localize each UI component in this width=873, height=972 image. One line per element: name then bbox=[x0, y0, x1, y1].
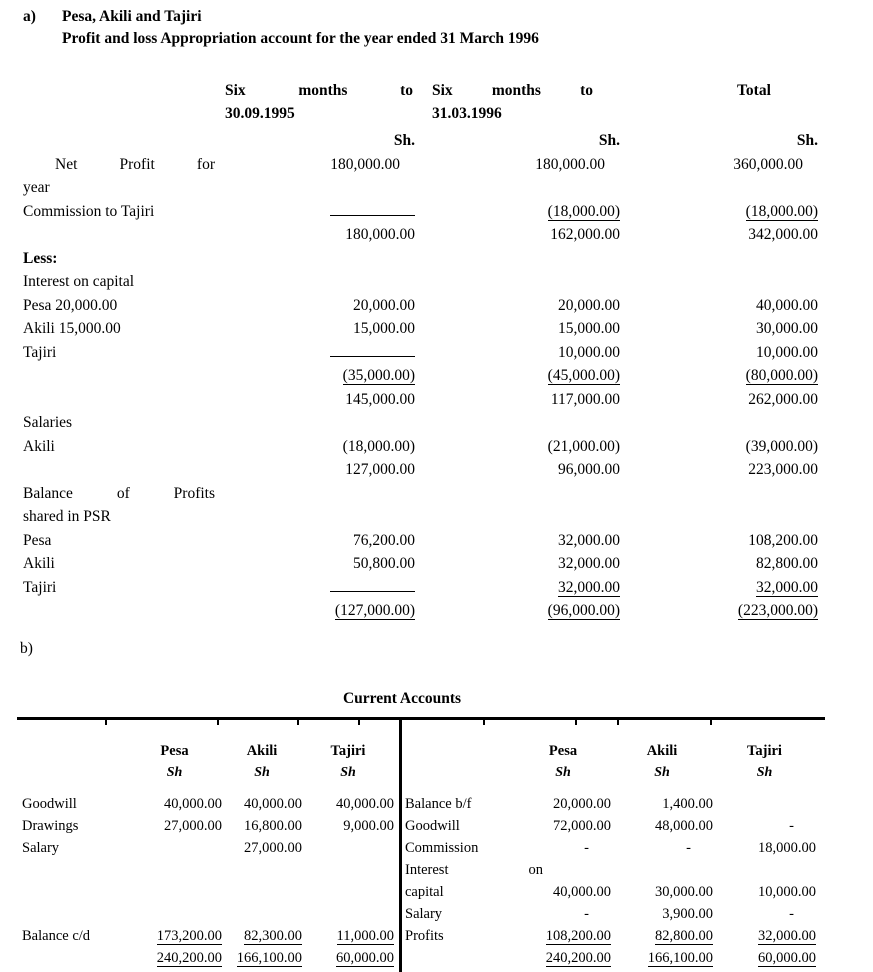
amount-cell: 96,000.00 bbox=[558, 461, 620, 478]
column-tick bbox=[217, 720, 219, 725]
table-row bbox=[405, 859, 825, 881]
underlined-amount: 82,300.00 bbox=[244, 928, 302, 944]
row-label bbox=[23, 223, 230, 247]
amount-cell: (39,000.00) bbox=[745, 437, 818, 455]
amount-cell bbox=[620, 411, 818, 435]
amount-cell: 180,000.00 bbox=[535, 155, 605, 173]
row-label bbox=[405, 740, 515, 762]
underlined-amount: 108,200.00 bbox=[545, 928, 611, 944]
currency-label: Sh bbox=[654, 765, 670, 780]
underlined-amount: 32,000.00 bbox=[758, 928, 816, 944]
amount-cell bbox=[611, 925, 713, 947]
current-accounts-debit-side bbox=[17, 740, 399, 969]
amount-cell bbox=[302, 837, 394, 859]
amount-cell bbox=[127, 903, 222, 925]
currency-label: Sh bbox=[254, 765, 270, 780]
partner-header-row bbox=[22, 740, 399, 762]
row-label bbox=[22, 740, 127, 762]
currency-header-row bbox=[23, 129, 873, 153]
row-label bbox=[405, 859, 543, 881]
table-row bbox=[22, 925, 399, 947]
underlined-amount: (18,000.00) bbox=[547, 202, 620, 220]
underlined-amount: 173,200.00 bbox=[156, 928, 222, 944]
amount-cell: - bbox=[584, 906, 589, 922]
amount-cell: 15,000.00 bbox=[353, 320, 415, 337]
row-label: Tajiri bbox=[23, 578, 57, 596]
amount-cell bbox=[127, 925, 222, 947]
amount-cell bbox=[230, 270, 415, 294]
partner-header: Pesa bbox=[548, 743, 578, 759]
currency-label: Sh. bbox=[393, 132, 415, 149]
amount-cell: 40,000.00 bbox=[164, 796, 222, 812]
amount-cell bbox=[415, 411, 620, 435]
amount-cell bbox=[415, 364, 620, 388]
table-row bbox=[23, 411, 873, 435]
amount-cell bbox=[230, 505, 415, 529]
amount-cell: 40,000.00 bbox=[553, 884, 611, 900]
partner-header: Tajiri bbox=[747, 743, 782, 759]
row-label bbox=[55, 153, 215, 177]
amount-cell: 20,000.00 bbox=[553, 796, 611, 812]
amount-cell bbox=[515, 925, 611, 947]
blank-underline bbox=[330, 577, 415, 592]
row-label: Pesa 20,000.00 bbox=[23, 296, 118, 314]
table-row bbox=[23, 294, 873, 318]
header-word: months bbox=[298, 82, 348, 99]
table-row bbox=[405, 947, 825, 969]
table-row bbox=[23, 223, 873, 247]
table-row bbox=[22, 793, 399, 815]
partner-header-row bbox=[405, 740, 825, 762]
amount-cell: 30,000.00 bbox=[756, 320, 818, 337]
amount-cell: 9,000.00 bbox=[343, 818, 394, 834]
currency-label: Sh. bbox=[796, 132, 818, 149]
amount-cell bbox=[620, 505, 818, 529]
amount-cell bbox=[620, 176, 818, 200]
amount-cell bbox=[222, 881, 302, 903]
currency-label: Sh. bbox=[598, 132, 620, 149]
amount-cell bbox=[230, 176, 415, 200]
partner-header: Tajiri bbox=[330, 743, 366, 759]
amount-cell: - bbox=[584, 840, 589, 856]
amount-cell: 342,000.00 bbox=[748, 226, 818, 243]
table-row bbox=[23, 247, 873, 271]
table-row bbox=[22, 947, 399, 969]
label-word: Profit bbox=[119, 155, 155, 173]
amount-cell bbox=[713, 793, 816, 815]
column-header-period-2 bbox=[432, 82, 593, 100]
table-row bbox=[23, 505, 873, 529]
label-word: Balance bbox=[23, 484, 73, 502]
amount-cell: - bbox=[789, 818, 794, 834]
amount-cell bbox=[230, 364, 415, 388]
currency-label: Sh bbox=[756, 765, 773, 780]
currency-label: Sh bbox=[555, 765, 571, 780]
amount-cell bbox=[415, 247, 620, 271]
amount-cell bbox=[127, 859, 222, 881]
header-word: to bbox=[580, 82, 593, 99]
amount-cell bbox=[230, 576, 415, 600]
underlined-amount: 240,200.00 bbox=[545, 950, 611, 966]
row-label: Commission to Tajiri bbox=[23, 202, 155, 220]
amount-cell bbox=[222, 947, 302, 969]
underlined-amount: 82,800.00 bbox=[655, 928, 713, 944]
table-row bbox=[22, 903, 399, 925]
amount-cell bbox=[620, 599, 818, 623]
table-row bbox=[23, 458, 873, 482]
section-a-titles bbox=[62, 6, 539, 50]
table-row bbox=[22, 881, 399, 903]
row-label: Tajiri bbox=[23, 343, 57, 361]
amount-cell bbox=[215, 482, 400, 506]
amount-cell bbox=[230, 247, 415, 271]
row-label: Interest on capital bbox=[23, 273, 135, 290]
table-row bbox=[23, 388, 873, 412]
amount-cell: 16,800.00 bbox=[244, 818, 302, 834]
row-label bbox=[405, 947, 515, 969]
amount-cell bbox=[127, 947, 222, 969]
underlined-amount: 32,000.00 bbox=[558, 578, 620, 596]
underlined-amount: (80,000.00) bbox=[745, 367, 818, 384]
table-row bbox=[23, 576, 873, 600]
amount-cell bbox=[543, 859, 611, 881]
amount-cell: 20,000.00 bbox=[558, 296, 620, 314]
label-word: Interest bbox=[405, 862, 449, 878]
current-accounts-title: Current Accounts bbox=[342, 690, 462, 707]
section-b-marker: b) bbox=[20, 640, 33, 657]
amount-cell bbox=[415, 505, 620, 529]
amount-cell bbox=[620, 270, 818, 294]
debit-side-body bbox=[22, 793, 399, 969]
column-tick bbox=[358, 720, 360, 725]
table-row bbox=[405, 837, 825, 859]
row-label bbox=[23, 364, 230, 388]
amount-cell: 82,800.00 bbox=[756, 555, 818, 572]
amount-cell: 180,000.00 bbox=[345, 226, 415, 243]
table-row bbox=[22, 859, 399, 881]
column-tick bbox=[710, 720, 712, 725]
column-header-period-1 bbox=[225, 82, 413, 100]
amount-cell: 15,000.00 bbox=[558, 320, 620, 337]
label-word: Net bbox=[55, 155, 78, 173]
table-row bbox=[23, 364, 873, 388]
row-label: Pesa bbox=[23, 531, 52, 549]
table-row bbox=[23, 529, 873, 553]
amount-cell: 40,000.00 bbox=[244, 796, 302, 812]
underlined-amount: (223,000.00) bbox=[737, 602, 818, 619]
row-label: Akili 15,000.00 bbox=[23, 320, 121, 337]
amount-cell bbox=[302, 903, 394, 925]
blank-underline bbox=[330, 342, 415, 357]
label-word: for bbox=[196, 155, 215, 173]
amount-cell bbox=[302, 881, 394, 903]
amount-cell: 117,000.00 bbox=[550, 390, 620, 408]
table-row bbox=[23, 317, 873, 341]
amount-cell bbox=[230, 599, 415, 623]
column-tick bbox=[105, 720, 107, 725]
statement-title: Profit and loss Appropriation account for the year ended 31 March 1996 bbox=[62, 30, 539, 47]
table-row bbox=[23, 482, 873, 506]
row-label: Goodwill bbox=[405, 818, 460, 834]
header-word: Six bbox=[432, 82, 453, 99]
amount-cell: 360,000.00 bbox=[733, 155, 803, 173]
currency-label: Sh bbox=[340, 765, 356, 780]
amount-cell: 32,000.00 bbox=[558, 531, 620, 549]
amount-cell: - bbox=[686, 840, 691, 856]
amount-cell: (18,000.00) bbox=[342, 437, 415, 455]
amount-cell: 3,900.00 bbox=[662, 906, 713, 922]
amount-cell: 223,000.00 bbox=[748, 461, 818, 478]
table-row bbox=[23, 270, 873, 294]
section-a-heading bbox=[23, 6, 873, 50]
table-row bbox=[405, 903, 825, 925]
header-word: to bbox=[400, 82, 413, 99]
partner-header: Akili bbox=[246, 743, 278, 759]
column-tick bbox=[297, 720, 299, 725]
credit-side-body bbox=[405, 793, 825, 969]
table-row bbox=[405, 793, 825, 815]
amount-cell bbox=[222, 859, 302, 881]
amount-cell: 10,000.00 bbox=[558, 343, 620, 361]
row-label: capital bbox=[405, 884, 444, 900]
amount-cell bbox=[230, 411, 415, 435]
table-row bbox=[405, 881, 825, 903]
amount-cell bbox=[222, 925, 302, 947]
amount-cell: 32,000.00 bbox=[558, 555, 620, 572]
table-row bbox=[23, 599, 873, 623]
amount-cell bbox=[302, 859, 394, 881]
partner-header: Akili bbox=[646, 743, 678, 759]
amount-cell: 162,000.00 bbox=[550, 226, 620, 243]
row-label: Profits bbox=[405, 928, 444, 944]
underlined-amount: (18,000.00) bbox=[745, 202, 818, 220]
underlined-amount: (96,000.00) bbox=[547, 602, 620, 619]
table-row bbox=[23, 153, 873, 177]
label-word: on bbox=[528, 862, 543, 878]
amount-cell: 20,000.00 bbox=[353, 296, 415, 314]
amount-cell: 76,200.00 bbox=[353, 531, 415, 549]
underlined-amount: 60,000.00 bbox=[336, 950, 394, 966]
amount-cell bbox=[620, 576, 818, 600]
row-label: year bbox=[23, 179, 50, 196]
amount-cell bbox=[415, 200, 620, 224]
amount-cell bbox=[400, 482, 605, 506]
amount-cell: 72,000.00 bbox=[553, 818, 611, 834]
row-label bbox=[22, 762, 127, 784]
amount-cell: - bbox=[789, 906, 794, 922]
partner-header: Pesa bbox=[160, 743, 189, 759]
currency-header-row bbox=[22, 762, 399, 784]
row-label: Salary bbox=[22, 840, 60, 856]
amount-cell bbox=[620, 364, 818, 388]
table-row bbox=[22, 837, 399, 859]
row-label bbox=[23, 129, 230, 153]
row-label bbox=[23, 388, 230, 412]
table-row bbox=[23, 341, 873, 365]
current-accounts-credit-side bbox=[401, 740, 825, 969]
table-row bbox=[405, 925, 825, 947]
amount-cell bbox=[302, 925, 394, 947]
amount-cell bbox=[713, 925, 816, 947]
row-label: Salaries bbox=[23, 414, 73, 431]
column-header-dates bbox=[23, 105, 873, 129]
amount-cell: 48,000.00 bbox=[655, 818, 713, 834]
underlined-amount: 166,100.00 bbox=[647, 950, 713, 966]
label-word: of bbox=[116, 484, 130, 502]
row-label bbox=[23, 482, 215, 506]
amount-cell bbox=[302, 947, 394, 969]
underlined-amount: 240,200.00 bbox=[156, 950, 222, 966]
amount-cell bbox=[230, 200, 415, 224]
amount-cell bbox=[713, 859, 816, 881]
row-label bbox=[23, 599, 230, 623]
amount-cell: 50,800.00 bbox=[353, 555, 415, 572]
table-row bbox=[23, 176, 873, 200]
amount-cell bbox=[415, 599, 620, 623]
underlined-amount: 32,000.00 bbox=[756, 578, 818, 596]
amount-cell: 10,000.00 bbox=[756, 343, 818, 361]
row-label bbox=[22, 947, 127, 969]
table-row bbox=[405, 815, 825, 837]
amount-cell bbox=[127, 881, 222, 903]
blank-underline bbox=[330, 201, 415, 216]
amount-cell: 262,000.00 bbox=[748, 390, 818, 408]
label-word: Profits bbox=[173, 484, 215, 502]
amount-cell bbox=[713, 947, 816, 969]
amount-cell: 27,000.00 bbox=[164, 818, 222, 834]
row-label: Balance b/f bbox=[405, 796, 472, 812]
row-label: Drawings bbox=[22, 818, 79, 834]
amount-cell bbox=[230, 341, 415, 365]
amount-cell: 10,000.00 bbox=[758, 884, 816, 900]
table-row bbox=[23, 552, 873, 576]
row-label bbox=[22, 903, 127, 925]
amount-cell bbox=[415, 576, 620, 600]
currency-header-row bbox=[405, 762, 825, 784]
row-label bbox=[22, 881, 127, 903]
page-title: Pesa, Akili and Tajiri bbox=[62, 8, 202, 25]
row-label: Goodwill bbox=[22, 796, 77, 812]
amount-cell bbox=[611, 947, 713, 969]
underlined-amount: (45,000.00) bbox=[547, 367, 620, 384]
row-label: Less: bbox=[23, 249, 58, 267]
table-row bbox=[23, 435, 873, 459]
table-row bbox=[22, 815, 399, 837]
underlined-amount: (127,000.00) bbox=[334, 602, 415, 619]
amount-cell: 127,000.00 bbox=[345, 461, 415, 478]
period-2-date: 31.03.1996 bbox=[432, 105, 502, 122]
column-tick bbox=[617, 720, 619, 725]
column-headers bbox=[23, 82, 873, 105]
amount-cell bbox=[415, 176, 620, 200]
amount-cell: 180,000.00 bbox=[330, 155, 400, 173]
amount-cell bbox=[620, 247, 818, 271]
amount-cell: 40,000.00 bbox=[756, 296, 818, 314]
section-a-marker: a) bbox=[23, 8, 36, 25]
row-label: Balance c/d bbox=[22, 928, 91, 944]
amount-cell: 30,000.00 bbox=[655, 884, 713, 900]
row-label: Salary bbox=[405, 906, 443, 922]
currency-label: Sh bbox=[166, 765, 183, 780]
row-label: Akili bbox=[23, 555, 55, 572]
table-row bbox=[23, 200, 873, 224]
underlined-amount: 60,000.00 bbox=[758, 950, 816, 966]
amount-cell bbox=[127, 837, 222, 859]
row-label: Commission bbox=[405, 840, 479, 856]
amount-cell bbox=[605, 482, 803, 506]
column-header-total: Total bbox=[737, 82, 771, 99]
column-tick bbox=[575, 720, 577, 725]
amount-cell bbox=[620, 200, 818, 224]
row-label bbox=[23, 458, 230, 482]
row-label bbox=[405, 762, 515, 784]
underlined-amount: 166,100.00 bbox=[236, 950, 302, 966]
row-label bbox=[22, 859, 127, 881]
amount-cell bbox=[611, 859, 713, 881]
part-a-body bbox=[23, 153, 873, 623]
column-tick bbox=[483, 720, 485, 725]
table-top-border bbox=[17, 717, 825, 720]
amount-cell bbox=[415, 270, 620, 294]
row-label: Akili bbox=[23, 437, 55, 455]
amount-cell: 108,200.00 bbox=[748, 531, 818, 549]
amount-cell: 1,400.00 bbox=[662, 796, 713, 812]
header-word: months bbox=[491, 82, 541, 99]
period-1-date: 30.09.1995 bbox=[225, 105, 295, 122]
underlined-amount: (35,000.00) bbox=[342, 367, 415, 384]
amount-cell bbox=[515, 947, 611, 969]
amount-cell: 27,000.00 bbox=[244, 840, 302, 856]
amount-cell: (21,000.00) bbox=[547, 437, 620, 455]
amount-cell: 145,000.00 bbox=[345, 390, 415, 408]
amount-cell bbox=[222, 903, 302, 925]
underlined-amount: 11,000.00 bbox=[336, 928, 394, 944]
header-word: Six bbox=[225, 82, 246, 99]
row-label: shared in PSR bbox=[23, 508, 111, 525]
amount-cell: 18,000.00 bbox=[758, 840, 816, 856]
amount-cell: 40,000.00 bbox=[336, 796, 394, 812]
